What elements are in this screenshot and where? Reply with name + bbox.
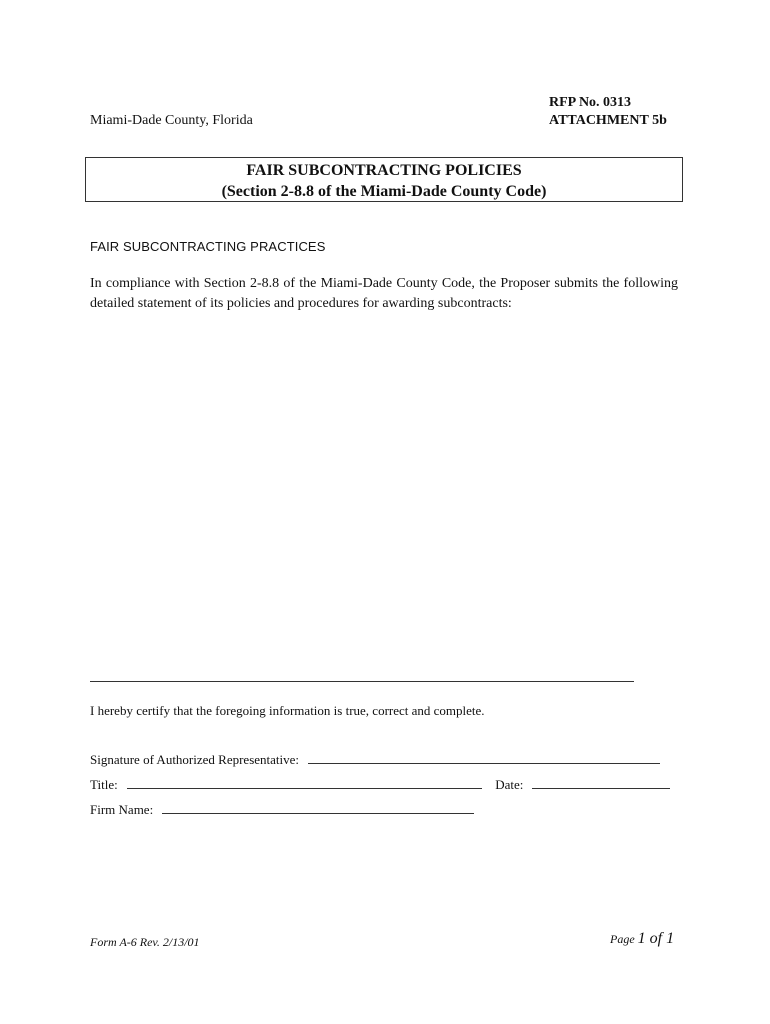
certification-statement: I hereby certify that the foregoing information is true, correct and complete. bbox=[90, 703, 485, 718]
form-revision: Form A-6 Rev. 2/13/01 bbox=[90, 935, 200, 949]
page-number bbox=[610, 930, 674, 948]
firm-name-label: Firm Name: bbox=[90, 802, 154, 817]
rfp-header bbox=[549, 94, 667, 130]
date-field[interactable] bbox=[532, 777, 670, 789]
title-field[interactable] bbox=[127, 777, 482, 789]
attachment-label: ATTACHMENT 5b bbox=[549, 113, 667, 128]
intro-paragraph: In compliance with Section 2-8.8 of the Miami-Dade County Code, the Proposer submits the following detailed statement of its policies and procedures for awarding subcontracts: bbox=[90, 276, 678, 311]
signature-label: Signature of Authorized Representative: bbox=[90, 752, 300, 767]
page-value: 1 of 1 bbox=[637, 930, 675, 947]
firm-name-field[interactable] bbox=[162, 802, 474, 814]
document-title-box bbox=[85, 157, 683, 202]
page-prefix: Page bbox=[610, 932, 635, 946]
document-title: FAIR SUBCONTRACTING POLICIES bbox=[246, 162, 522, 179]
firm-name-row bbox=[90, 802, 474, 818]
title-label: Title: bbox=[90, 777, 118, 792]
signature-row bbox=[90, 752, 660, 768]
section-heading: FAIR SUBCONTRACTING PRACTICES bbox=[90, 239, 326, 254]
title-date-row bbox=[90, 777, 670, 793]
statement-end-rule bbox=[90, 681, 634, 682]
document-subtitle: (Section 2-8.8 of the Miami-Dade County Code) bbox=[221, 183, 547, 200]
signature-field[interactable] bbox=[308, 752, 660, 764]
rfp-number: RFP No. 0313 bbox=[549, 95, 632, 110]
date-label: Date: bbox=[495, 777, 524, 792]
county-name: Miami-Dade County, Florida bbox=[90, 113, 253, 128]
